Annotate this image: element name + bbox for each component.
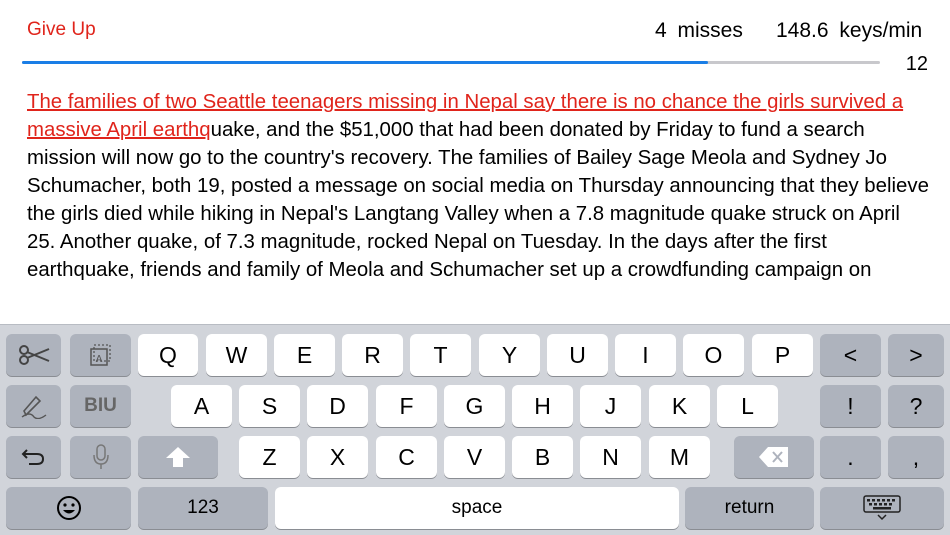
period-key[interactable]: . bbox=[820, 436, 881, 478]
scissors-icon bbox=[17, 344, 51, 366]
bold-italic-underline-key[interactable]: BIU bbox=[70, 385, 131, 427]
key-g[interactable]: G bbox=[444, 385, 505, 427]
key-b[interactable]: B bbox=[512, 436, 573, 478]
copy-icon bbox=[88, 343, 114, 367]
paste-icon bbox=[20, 393, 48, 419]
keyboard-row-3 bbox=[0, 436, 950, 478]
countdown-timer: 12 bbox=[905, 53, 928, 75]
key-l[interactable]: L bbox=[717, 385, 778, 427]
key-m[interactable]: M bbox=[649, 436, 710, 478]
keyboard-hide-icon bbox=[862, 494, 902, 522]
dictation-key[interactable] bbox=[70, 436, 131, 478]
undo-icon bbox=[21, 447, 47, 467]
key-o[interactable]: O bbox=[683, 334, 744, 376]
key-p[interactable]: P bbox=[752, 334, 813, 376]
comma-key[interactable]: , bbox=[888, 436, 944, 478]
key-j[interactable]: J bbox=[580, 385, 641, 427]
hide-keyboard-key[interactable] bbox=[820, 487, 944, 529]
emoji-icon bbox=[56, 495, 82, 521]
key-h[interactable]: H bbox=[512, 385, 573, 427]
shift-icon bbox=[165, 446, 191, 468]
key-z[interactable]: Z bbox=[239, 436, 300, 478]
typing-passage bbox=[27, 88, 932, 284]
return-key[interactable]: return bbox=[685, 487, 814, 529]
keyboard-row-4 bbox=[0, 487, 950, 529]
key-w[interactable]: W bbox=[206, 334, 267, 376]
delete-key[interactable] bbox=[734, 436, 814, 478]
delete-icon bbox=[758, 446, 790, 468]
numbers-key[interactable]: 123 bbox=[138, 487, 268, 529]
space-key[interactable]: space bbox=[275, 487, 679, 529]
key-r[interactable]: R bbox=[342, 334, 403, 376]
progress-fill bbox=[22, 61, 708, 64]
key-a[interactable]: A bbox=[171, 385, 232, 427]
copy-key[interactable] bbox=[70, 334, 131, 376]
key-t[interactable]: T bbox=[410, 334, 471, 376]
cut-key[interactable] bbox=[6, 334, 61, 376]
keyboard bbox=[0, 324, 950, 535]
svg-text:A: A bbox=[95, 354, 102, 365]
key-q[interactable]: Q bbox=[138, 334, 198, 376]
progress-bar bbox=[22, 61, 880, 64]
key-i[interactable]: I bbox=[615, 334, 676, 376]
key-s[interactable]: S bbox=[239, 385, 300, 427]
key-k[interactable]: K bbox=[649, 385, 710, 427]
keyboard-row-2 bbox=[0, 385, 950, 427]
cursor-left-key[interactable]: < bbox=[820, 334, 881, 376]
typed-text: The families of two Seattle teenagers missing in Nepal say there is no chance the girls survived a massive April earthq bbox=[27, 91, 904, 141]
keyboard-row-1 bbox=[0, 334, 950, 376]
key-c[interactable]: C bbox=[376, 436, 437, 478]
paste-key[interactable] bbox=[6, 385, 61, 427]
key-u[interactable]: U bbox=[547, 334, 608, 376]
key-y[interactable]: Y bbox=[479, 334, 540, 376]
key-d[interactable]: D bbox=[307, 385, 368, 427]
undo-key[interactable] bbox=[6, 436, 61, 478]
key-n[interactable]: N bbox=[580, 436, 641, 478]
key-f[interactable]: F bbox=[376, 385, 437, 427]
speed-readout: 148.6 keys/min bbox=[776, 19, 923, 42]
key-e[interactable]: E bbox=[274, 334, 335, 376]
exclamation-key[interactable]: ! bbox=[820, 385, 881, 427]
question-key[interactable]: ? bbox=[888, 385, 944, 427]
cursor-right-key[interactable]: > bbox=[888, 334, 944, 376]
remaining-text: uake, and the $51,000 that had been donated by Friday to fund a search mission will now go to the country's recovery. The families of Bailey Sage Meola and Sydney Jo Schumacher, both 19, posted a message on social media on Thursday announcing that they believe the girls died while hiking in Nepal's Langtang Valley when a 7.8 magnitude quake struck on April 25. Another quake, of 7.3 magnitude, rocked Nepal on Tuesday. In the days after the first earthquake, friends and family of Meola and Schumacher set up a crowdfunding campaign on bbox=[27, 119, 929, 281]
key-v[interactable]: V bbox=[444, 436, 505, 478]
misses-counter: 4 misses bbox=[655, 19, 743, 42]
shift-key[interactable] bbox=[138, 436, 218, 478]
key-x[interactable]: X bbox=[307, 436, 368, 478]
give-up-button[interactable]: Give Up bbox=[27, 19, 96, 40]
top-bar bbox=[0, 0, 950, 60]
emoji-key[interactable] bbox=[6, 487, 131, 529]
microphone-icon bbox=[92, 444, 110, 470]
